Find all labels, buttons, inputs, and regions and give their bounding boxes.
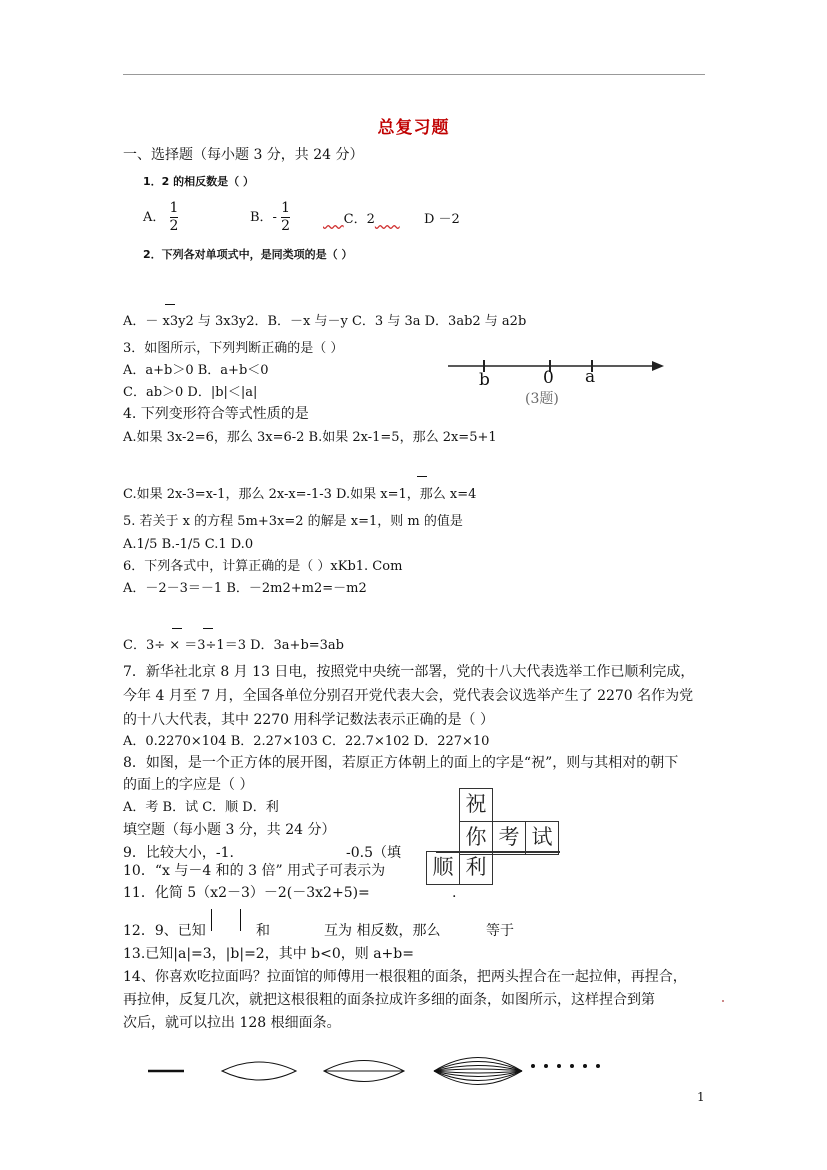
q3-stem: 3．如图所示，下列判断正确的是（ ） — [123, 341, 344, 356]
ellipsis-dot — [583, 1064, 587, 1068]
q7-line-2: 今年 4 月至 7 月，全国各单位分别召开党代表大会，党代表会议选举产生了 2270 名作为党 — [123, 688, 694, 704]
q5-options: A.1/5 B.-1/5 C.1 D.0 — [123, 537, 254, 552]
q6-stem: 6．下列各式中，计算正确的是（ ）xKb1. Com — [123, 559, 403, 574]
q2-options: A．－ x3y2 与 3x3y2．B．－x 与－y C．3 与 3a D．3ab2 与 a2b — [123, 314, 527, 329]
ellipsis-dot — [557, 1064, 561, 1068]
cube-net-cell: 顺 — [426, 851, 460, 885]
abs-bar — [240, 909, 241, 931]
q10-text: 10．“x 与－4 和的 3 倍” 用式子可表示为 — [123, 863, 386, 879]
page-title: 总复习题 — [377, 118, 450, 138]
stray-dot — [722, 1000, 724, 1002]
q7-line-3: 的十八大代表，其中 2270 用科学记数法表示正确的是（ ） — [123, 712, 494, 728]
q8-options: A．考 B．试 C．顺 D．利 — [123, 800, 279, 815]
q3-options-cd: C．ab＞0 D．|b|＜|a| — [123, 385, 258, 400]
q6-options-cd: C．3÷ × ＝3÷1＝3 D．3a+b=3ab — [123, 638, 345, 653]
q1-option-c: ​ C．2 — [323, 212, 375, 227]
ellipsis-dot — [570, 1064, 574, 1068]
q8-line-1: 8．如图，是一个正方体的展开图，若原正方体朝上的面上的字是“祝”，则与其相对的朝下 — [123, 755, 679, 771]
q9-right: -0.5（填 — [346, 845, 401, 861]
q14-line-2: 再拉伸，反复几次，就把这根很粗的面条拉成许多细的面条，如图所示，这样捏合到第 — [123, 992, 655, 1008]
page-number: 1 — [697, 1090, 705, 1104]
q12-part-a: 12．9、已知 — [123, 923, 206, 939]
fraction-bar — [203, 628, 213, 629]
cube-net-cell: 你 — [459, 821, 493, 855]
fraction-bar — [417, 476, 427, 477]
q11-text: 11．化简 5（x2－3）－2(－3x2+5)= — [123, 885, 370, 901]
q6-options-ab: A．－2－3＝－1 B．－2m2+m2=－m2 — [123, 581, 367, 596]
q1-option-d: D －2 — [424, 212, 460, 227]
q1-option-a: A． — [143, 210, 166, 225]
ellipsis-dot — [544, 1064, 548, 1068]
fraction-bar — [172, 628, 182, 629]
number-line-label-0: 0 — [543, 368, 554, 388]
q7-line-1: 7．新华社北京 8 月 13 日电，按照党中央统一部署，党的十八大代表选举工作已顺利完成， — [123, 664, 695, 680]
q2-stem: 2．下列各对单项式中，是同类项的是（ ） — [143, 248, 353, 261]
section-choice-heading: 一、选择题（每小题 3 分，共 24 分） — [123, 147, 364, 163]
q1-option-c-text: C．2 — [343, 212, 375, 227]
frac-num: 1 — [169, 200, 179, 216]
cube-net-cell: 试 — [525, 821, 559, 855]
section-fill-heading: 填空题（每小题 3 分，共 24 分） — [123, 822, 336, 838]
cube-net-line — [436, 851, 560, 853]
q1-fraction-b — [281, 200, 290, 235]
q13-text: 13.已知|a|=3，|b|=2，其中 b<0，则 a+b= — [123, 946, 414, 962]
cube-net-cell: 考 — [492, 821, 526, 855]
figure-caption: (3题) — [525, 391, 559, 407]
header-rule — [123, 74, 705, 75]
q1-fraction-a — [170, 200, 179, 235]
frac-num: 1 — [281, 200, 291, 216]
number-line-label-b: b — [479, 370, 490, 390]
q8-line-2: 的面上的字应是（ ） — [123, 777, 254, 793]
q9-left: 9．比较大小，-1. — [123, 845, 234, 861]
q12-part-b: 和 — [256, 923, 270, 939]
q3-options-ab: A．a+b＞0 B．a+b＜0 — [123, 363, 269, 378]
q1-option-b-wrap — [250, 200, 290, 240]
q5-stem: 5. 若关于 x 的方程 5m+3x=2 的解是 x=1，则 m 的值是 — [123, 514, 463, 529]
q12-part-c: 互为 相反数，那么 — [324, 923, 441, 939]
q1-option-b: B．- — [250, 210, 277, 225]
q7-options: A．0.2270×104 B．2.27×103 C．22.7×102 D．227×10 — [123, 734, 490, 749]
number-line-label-a: a — [585, 367, 596, 387]
q4-options-cd: C.如果 2x-3=x-1，那么 2x-x=-1-3 D.如果 x=1，那么 x=4 — [123, 487, 477, 502]
q11-tail: . — [452, 885, 457, 901]
ellipsis-dot — [531, 1064, 535, 1068]
cube-net-cell: 利 — [459, 851, 493, 885]
noodle-figure — [140, 1040, 620, 1100]
q14-line-1: 14、你喜欢吃拉面吗？拉面馆的师傅用一根很粗的面条，把两头捏合在一起拉伸，再捏合， — [123, 969, 687, 985]
ellipsis-dot — [596, 1064, 600, 1068]
abs-bar — [211, 909, 212, 931]
q12-part-d: 等于 — [486, 923, 514, 939]
q4-stem: 4. 下列变形符合等式性质的是 — [123, 406, 309, 422]
q1-options — [143, 200, 178, 240]
frac-den: 2 — [281, 218, 291, 234]
frac-den: 2 — [169, 218, 179, 234]
q14-line-3: 次后，就可以拉出 128 根细面条。 — [123, 1015, 341, 1031]
cube-net-cell: 祝 — [459, 788, 493, 822]
q4-options-ab: A.如果 3x-2=6，那么 3x=6-2 B.如果 2x-1=5，那么 2x=5+1 — [123, 430, 497, 445]
q1-stem: 1．2 的相反数是（ ） — [143, 175, 254, 188]
fraction-bar — [165, 304, 175, 305]
